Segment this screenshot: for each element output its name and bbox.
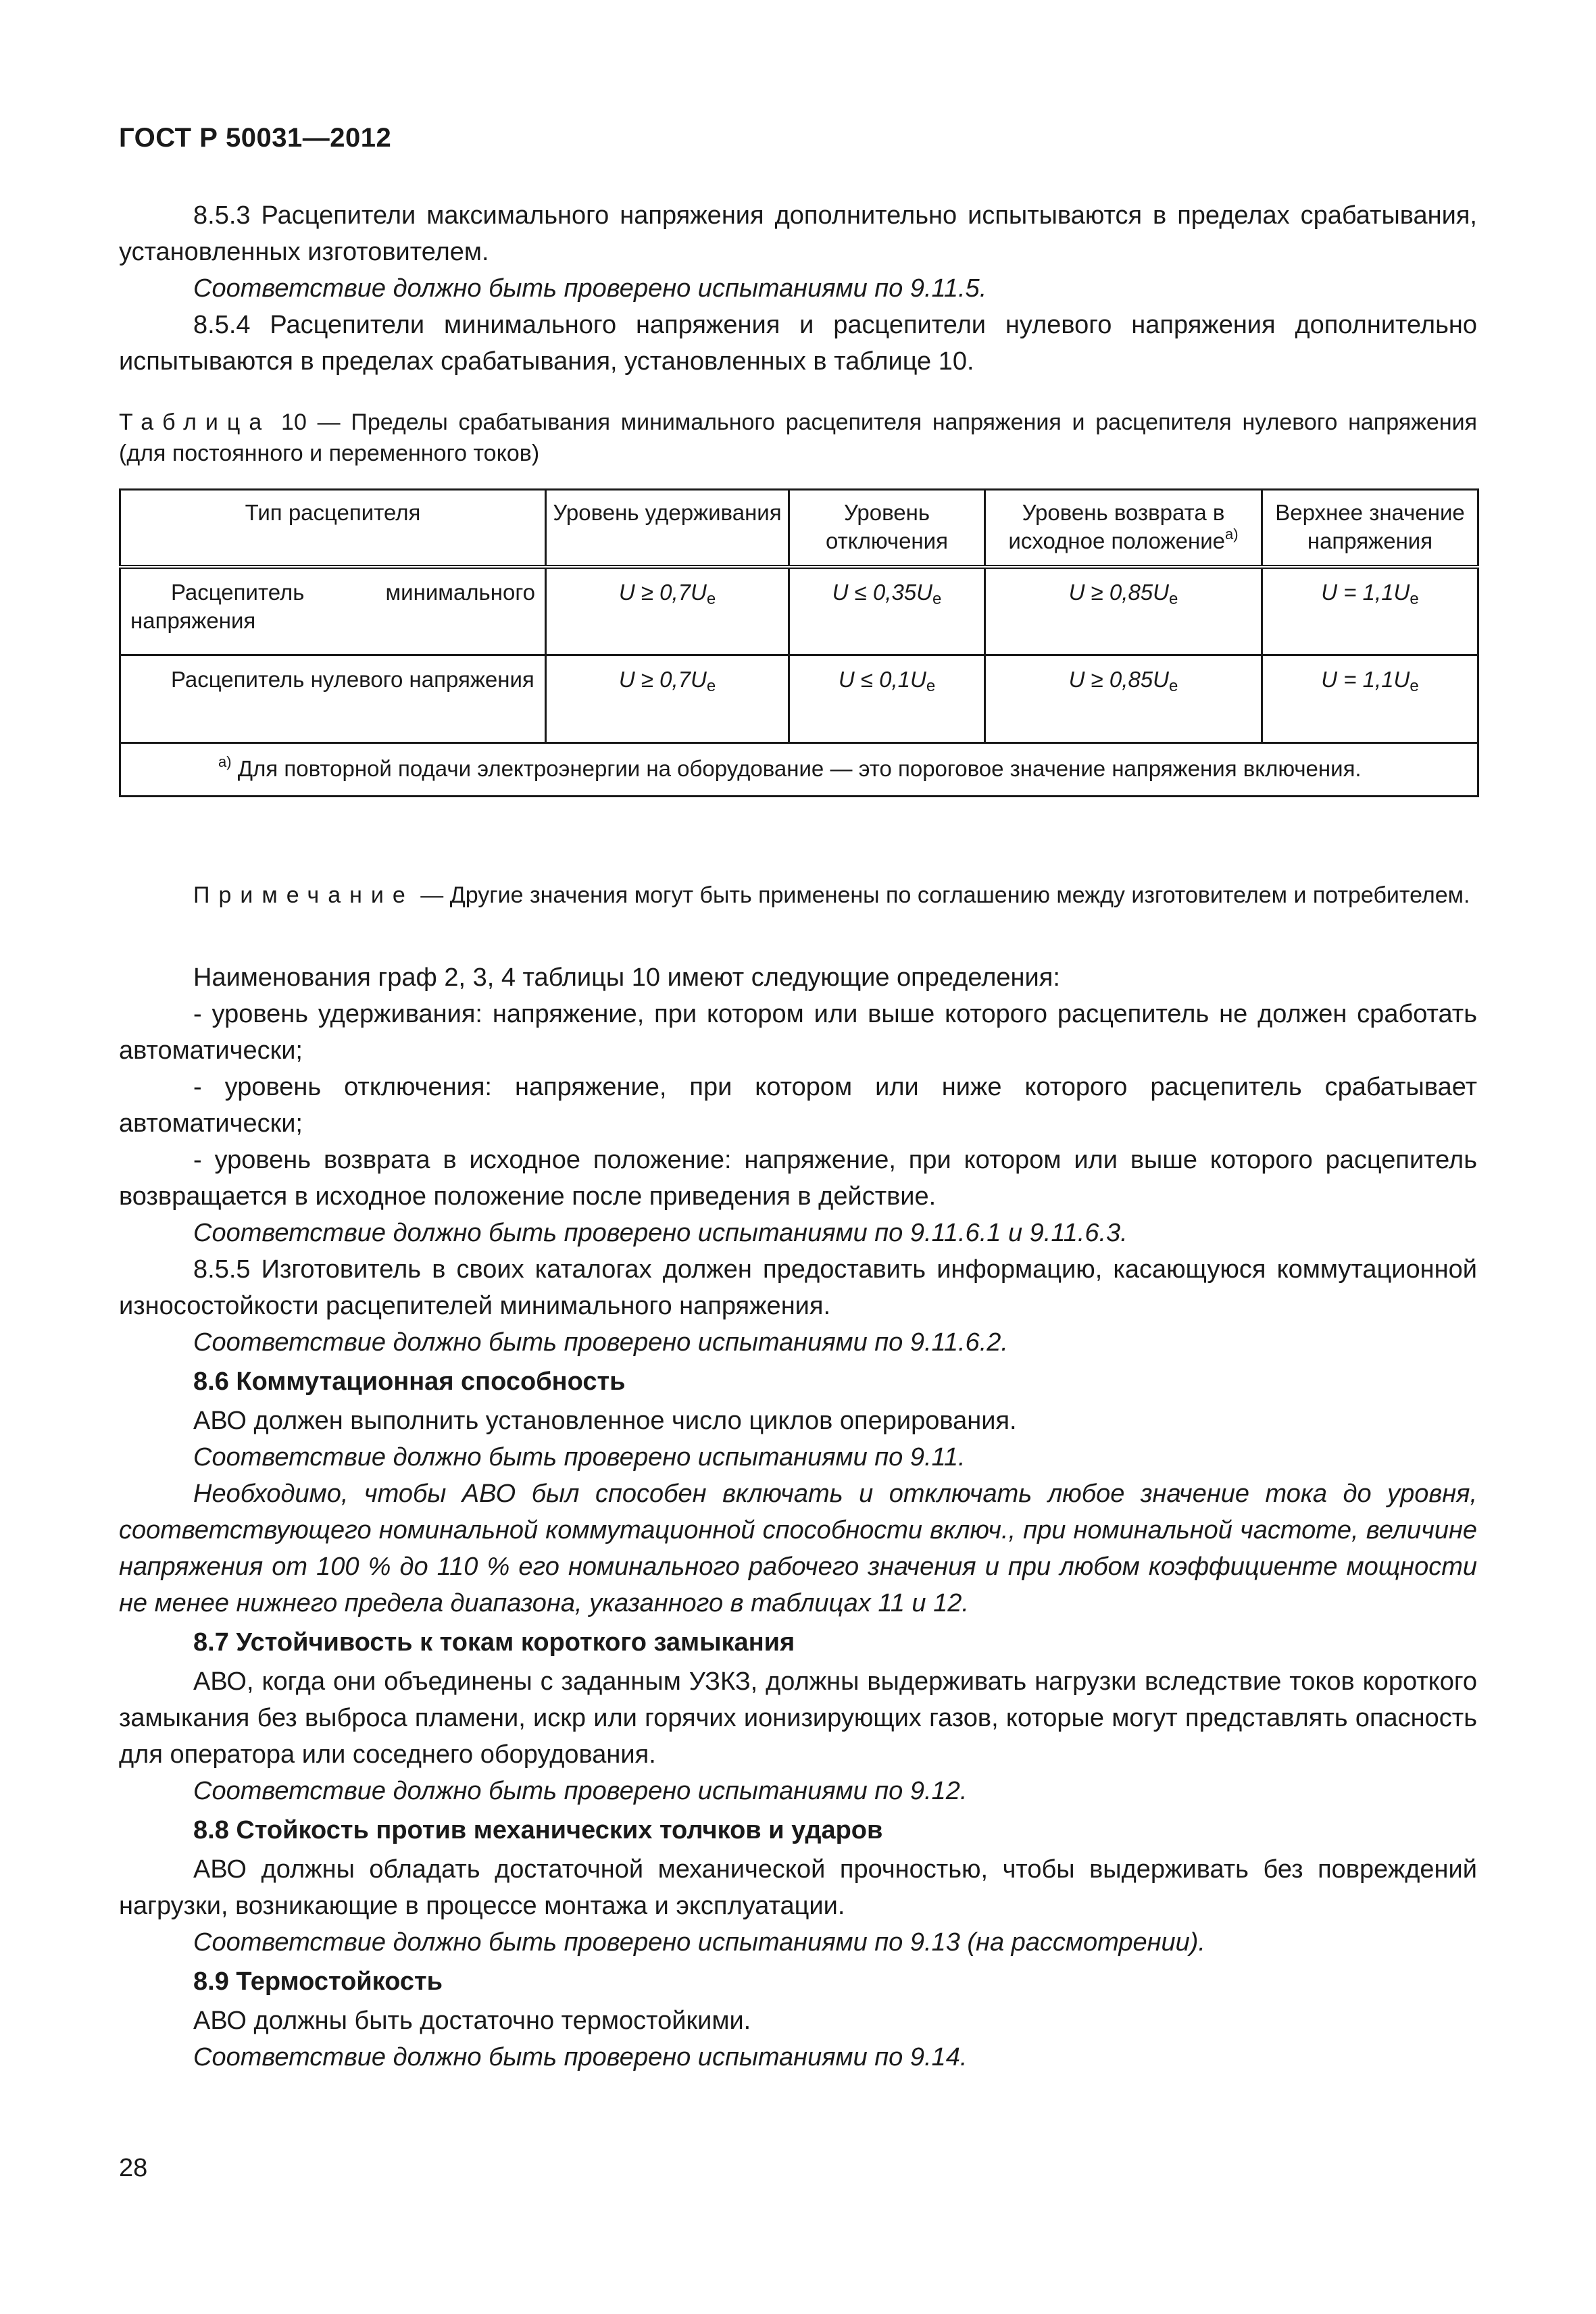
heading-8-9: 8.9 Термостойкость: [193, 1967, 443, 1996]
table-note: [119, 880, 1477, 911]
col-header-upper: Верхнее значение напряжения: [1262, 490, 1478, 568]
heading-8-7: 8.7 Устойчивость к токам короткого замыкания: [193, 1628, 795, 1657]
footnote-text: Для повторной подачи электроэнергии на оборудование — это пороговое значение напряжения включения.: [231, 755, 1362, 781]
compliance-definitions: Соответствие должно быть проверено испытаниями по 9.11.6.1 и 9.11.6.3.: [193, 1219, 1128, 1247]
body-text: [119, 959, 1477, 2076]
definitions-intro: Наименования граф 2, 3, 4 таблицы 10 имеют следующие определения:: [193, 963, 1060, 992]
intro-block: [119, 197, 1477, 380]
table-header-row: [120, 490, 1478, 568]
col-header-type: Тип расцепителя: [120, 490, 546, 568]
table-row: [120, 655, 1478, 743]
compliance-8-7: Соответствие должно быть проверено испытаниями по 9.12.: [193, 1777, 968, 1805]
compliance-8-8: Соответствие должно быть проверено испытаниями по 9.13 (на рассмотрении).: [193, 1928, 1205, 1957]
row-undervoltage-upper: $U = 1,1U_е$: [1262, 567, 1478, 655]
note-label: Примечание: [193, 882, 414, 908]
clause-8-5-4: 8.5.4 Расцепители минимального напряжения и расцепители нулевого напряжения дополнительно испытываются в пределах срабатывания, установленных в таблице 10.: [119, 311, 1477, 376]
compliance-8-9: Соответствие должно быть проверено испытаниями по 9.14.: [193, 2043, 968, 2071]
col-header-trip: Уровень отключения: [789, 490, 985, 568]
clause-8-5-5: 8.5.5 Изготовитель в своих каталогах должен предоставить информацию, касающуюся коммутационной износостойкости расцепителей минимального напряжения.: [119, 1255, 1477, 1320]
heading-8-8: 8.8 Стойкость против механических толчков и ударов: [193, 1816, 883, 1844]
footnote-mark: а): [218, 753, 232, 770]
clause-8-5-3: 8.5.3 Расцепители максимального напряжения дополнительно испытываются в пределах срабатывания, установленных изготовителем.: [119, 201, 1477, 266]
compliance-8-5-5: Соответствие должно быть проверено испытаниями по 9.11.6.2.: [193, 1328, 1008, 1357]
row-zero-voltage-hold: $U \ge 0,7U_е$: [546, 655, 789, 743]
row-undervoltage-hold: $U \ge 0,7U_е$: [546, 567, 789, 655]
compliance-8-6: Соответствие должно быть проверено испытаниями по 9.11.: [193, 1443, 966, 1472]
table-footnote: [120, 743, 1478, 796]
requirement-8-6: Необходимо, чтобы АВО был способен включать и отключать любое значение тока до уровня, соответствующего номинальной коммутационной способности включ., при номинальной частоте, величине напряжения от 100 % до 110 % его номинального рабочего значения и при любом коэффициенте мощности не менее нижнего предела диапазона, указанного в таблицах 11 и 12.: [119, 1480, 1477, 1617]
definition-trip: - уровень отключения: напряжение, при котором или ниже которого расцепитель срабатывает автоматически;: [119, 1073, 1477, 1138]
table-10: [119, 488, 1479, 797]
page-number: 28: [119, 2154, 148, 2182]
row-zero-voltage-trip: $U \le 0,1U_е$: [789, 655, 985, 743]
row-zero-voltage-upper: $U = 1,1U_е$: [1262, 655, 1478, 743]
row-undervoltage-name: Расцепитель минимального напряжения: [120, 567, 546, 655]
row-zero-voltage-return: $U \ge 0,85U_е$: [985, 655, 1262, 743]
col-header-return-text: Уровень возврата в исходное положение: [1008, 500, 1226, 553]
clause-8-6: АВО должен выполнить установленное число циклов оперирования.: [193, 1407, 1017, 1435]
row-undervoltage-trip: $U \le 0,35U_е$: [789, 567, 985, 655]
row-zero-voltage-name: Расцепитель нулевого напряжения: [120, 655, 546, 743]
clause-8-9: АВО должны быть достаточно термостойкими.: [193, 2007, 751, 2035]
col-header-hold: Уровень удерживания: [546, 490, 789, 568]
document-header: ГОСТ Р 50031—2012: [119, 123, 392, 153]
row-undervoltage-return: $U \ge 0,85U_е$: [985, 567, 1262, 655]
heading-8-6: 8.6 Коммутационная способность: [193, 1367, 626, 1396]
table-caption-text: 10 — Пределы срабатывания минимального расцепителя напряжения и расцепителя нулевого напряжения (для постоянного и переменного токов): [119, 409, 1477, 466]
definition-hold: - уровень удерживания: напряжение, при котором или выше которого расцепитель не должен сработать автоматически;: [119, 1000, 1477, 1065]
col-header-return: [985, 490, 1262, 568]
table-footnote-row: [120, 743, 1478, 796]
clause-8-8: АВО должны обладать достаточной механической прочностью, чтобы выдерживать без повреждений нагрузки, возникающие в процессе монтажа и эксплуатации.: [119, 1855, 1477, 1920]
table-caption-word: Таблица: [119, 409, 271, 435]
table-caption: [119, 407, 1477, 469]
definition-return: - уровень возврата в исходное положение: напряжение, при котором или выше которого расцепитель возвращается в исходное положение после приведения в действие.: [119, 1146, 1477, 1211]
table-row: [120, 567, 1478, 655]
footnote-mark: а): [1225, 526, 1239, 543]
clause-8-7: АВО, когда они объединены с заданным УЗКЗ, должны выдерживать нагрузки вследствие токов короткого замыкания без выброса пламени, искр или горячих ионизирующих газов, которые могут представлять опасность для оператора или соседнего оборудования.: [119, 1667, 1477, 1769]
compliance-8-5-3: Соответствие должно быть проверено испытаниями по 9.11.5.: [193, 274, 987, 303]
note-text: — Другие значения могут быть применены по соглашению между изготовителем и потребителем.: [414, 882, 1470, 908]
